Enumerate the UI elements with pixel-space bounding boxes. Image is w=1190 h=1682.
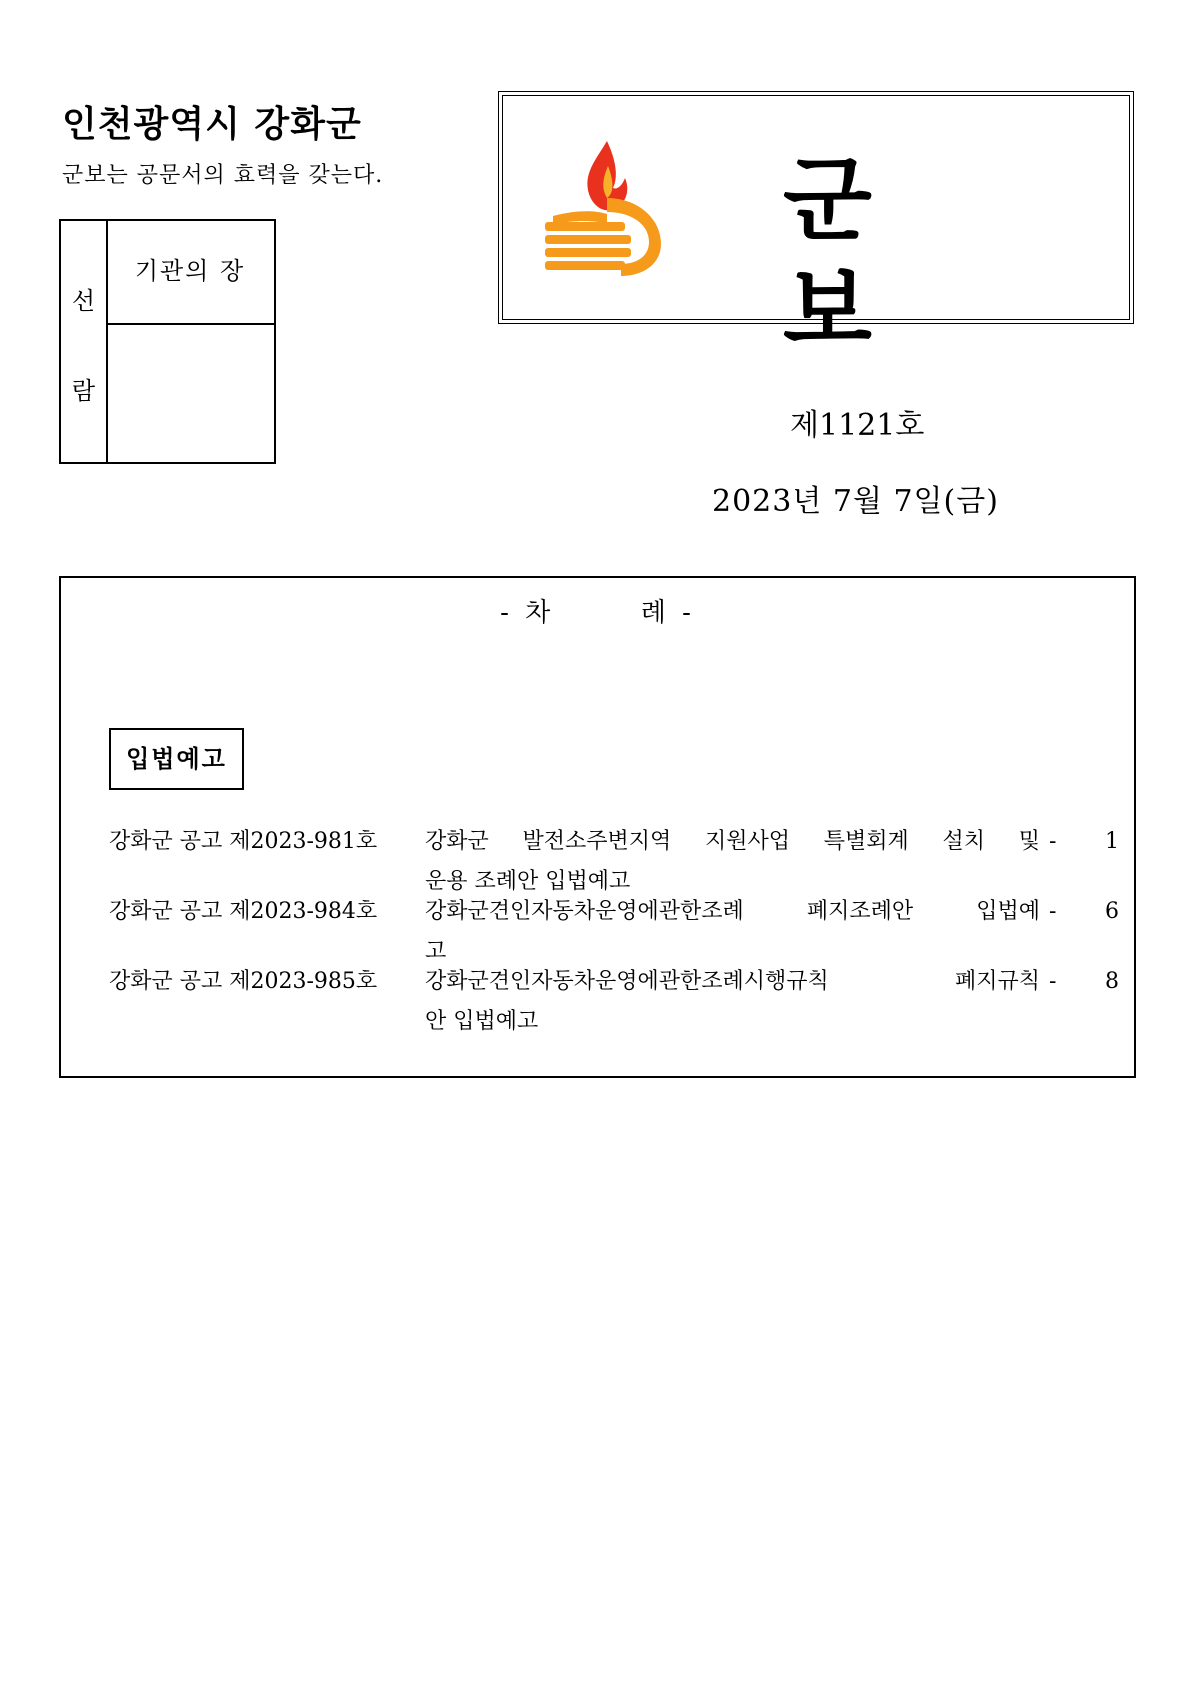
toc-entry-title <box>425 892 1040 972</box>
toc-entry-title <box>425 822 1040 902</box>
toc-entry-dash: - <box>1049 899 1057 924</box>
toc-title-left: - 차 <box>500 598 555 628</box>
toc-entry-notice-number: 강화군 공고 제2023-985호 <box>109 969 378 994</box>
toc-title <box>61 592 1134 629</box>
ganghwa-flame-emblem-icon <box>545 136 670 276</box>
toc-entry-title-line2: 고 <box>425 939 447 964</box>
region-title: 인천광역시 강화군 <box>62 104 362 145</box>
toc-section-label: 입법예고 <box>109 728 244 790</box>
issue-number: 제1121호 <box>790 408 925 443</box>
toc-entry-notice-number: 강화군 공고 제2023-981호 <box>109 829 378 854</box>
toc-entry-title-line1: 강화군견인자동차운영에관한조례 폐지조례안 입법예 <box>425 899 1040 924</box>
toc-entry-dash: - <box>1049 829 1057 854</box>
issue-date: 2023년 7월 7일(금) <box>712 484 999 519</box>
legal-effect-notice: 군보는 공문서의 효력을 갖는다. <box>62 163 384 188</box>
approval-side-label-2: 람 <box>71 377 96 405</box>
approval-head-label: 기관의 장 <box>106 221 274 325</box>
toc-title-right: 례 - <box>640 598 695 628</box>
toc-entry-dash: - <box>1049 969 1057 994</box>
approval-side-label-1: 선 <box>71 287 96 315</box>
toc-entry-title <box>425 962 1040 1042</box>
toc-entry-page: 6 <box>1105 899 1119 924</box>
approval-side-column <box>61 221 108 462</box>
publication-title: 군 보 <box>783 147 967 364</box>
approval-box <box>59 219 276 464</box>
toc-entry-notice-number: 강화군 공고 제2023-984호 <box>109 899 378 924</box>
masthead-box <box>498 91 1134 364</box>
toc-entry-page: 1 <box>1105 829 1119 854</box>
toc-entry-page: 8 <box>1105 969 1119 994</box>
toc-entry-title-line2: 운용 조례안 입법예고 <box>425 869 631 894</box>
toc-entry-title-line1: 강화군견인자동차운영에관한조례시행규칙 폐지규칙 <box>425 969 1040 994</box>
toc-entry-title-line2: 안 입법예고 <box>425 1009 539 1034</box>
table-of-contents <box>59 576 1136 1078</box>
toc-entry-title-line1: 강화군 발전소주변지역 지원사업 특별회계 설치 및 <box>425 829 1040 854</box>
